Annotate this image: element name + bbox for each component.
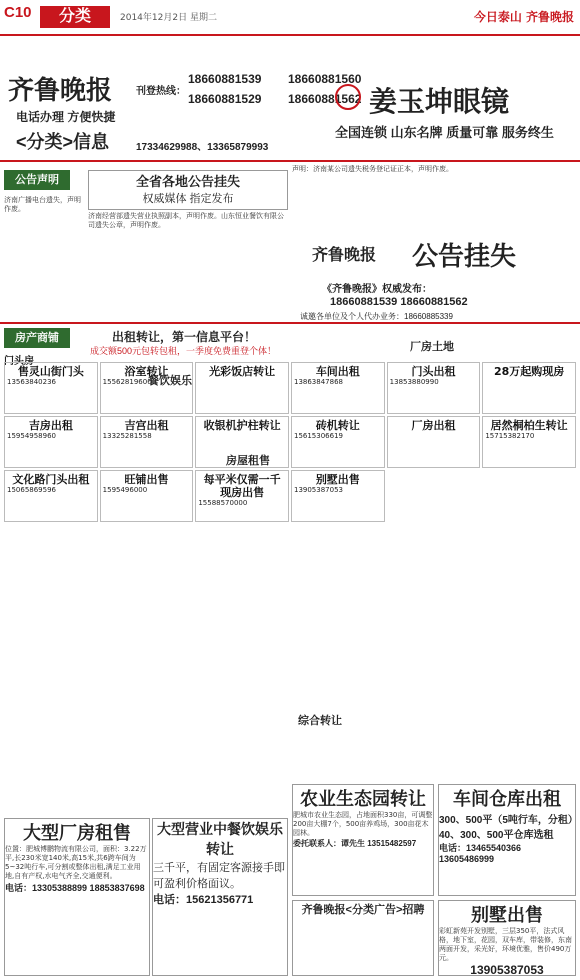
glasses-slogan: 全国连锁 山东名牌 质量可靠 服务终生 [335, 125, 554, 140]
masthead-slogan: 电话办理 方便快捷 [16, 110, 116, 124]
ad-card: 旺铺出售 1595496000 [100, 470, 194, 522]
ad-card: 车间出租 13863847868 [291, 362, 385, 414]
page-number: C10 [4, 4, 32, 21]
ad-villa [438, 900, 576, 976]
ad-farm-title: 农业生态园转让 [300, 789, 426, 809]
ql-notice [292, 232, 572, 302]
ad-card: 光彩饭店转让 [195, 362, 289, 414]
ad-villa-phone: 13905387053 [470, 963, 544, 977]
ad-ql-recruit [292, 900, 434, 976]
masthead-logo: 齐鲁晚报 [8, 76, 113, 106]
notice-body: 济南广播电台遗失，声明作废。 [4, 196, 81, 213]
section-title: 分类 [40, 6, 110, 28]
ad-warehouse-phone: 电话：13465540366 13605486999 [439, 843, 522, 864]
ad-factory-title: 大型厂房租售 [23, 823, 131, 843]
ad-farm-body: 肥城市农业生态园，占地面积330亩，可调整200亩大棚7个，500亩养鸡场，300亩花木园林。 [293, 811, 433, 837]
ad-card: 吉宫出租 13325281558 [100, 416, 194, 468]
ad-warehouse-body: 300、500平（5吨行车，分租）40、300、500平仓库选租 [439, 815, 573, 841]
phone-2: 18660881560 [288, 72, 362, 86]
house-tag: 房产商铺 [4, 328, 70, 348]
ad-card: 浴室转让 15562819600 [100, 362, 194, 414]
ad-card: 别墅出售 13905387053 [291, 470, 385, 522]
masthead-mobile: 17334629988、13365879993 [136, 142, 269, 153]
ad-ql-title: 齐鲁晚报<分类广告>招聘 [301, 904, 425, 916]
notice-body-3: 声明：济南某公司遗失税务登记证正本，声明作废。 [292, 165, 453, 173]
ad-card: 居然桐柏生转让 15715382170 [482, 416, 576, 468]
notice-sub: 权威媒体 指定发布 [142, 193, 234, 205]
ad-card: 吉房出租 15954958960 [4, 416, 98, 468]
ad-factory [4, 818, 150, 976]
ad-farm [292, 784, 434, 896]
notice-banner [88, 170, 288, 210]
ad-farm-phone: 委托联系人：谭先生 13515482597 [293, 839, 417, 848]
ad-villa-body: 彩虹新苑开发别墅，三层350平，法式风格，地下室，花园，双车库，带装修，东南两面开发，采光好，环境优雅，售价490万元。 [439, 927, 572, 962]
ad-card: 售灵山街门头 13563840236 [4, 362, 98, 414]
notice-tag: 公告声明 [4, 170, 70, 190]
phone-1: 18660881539 [188, 72, 262, 86]
masthead [8, 70, 288, 160]
ad-restaurant-body: 三千平，有固定客源接手即可盈利价格面议。 [153, 862, 285, 890]
masthead-sub: 刊登热线： [136, 86, 186, 97]
cat-house: 房屋租售 [226, 455, 270, 467]
glasses-ad [335, 80, 575, 150]
ad-villa-title: 别墅出售 [471, 905, 543, 925]
ad-warehouse-title: 车间仓库出租 [453, 789, 561, 809]
ql-logo: 齐鲁晚报 [312, 245, 377, 264]
phone-4: 18660881562 [288, 92, 362, 106]
ad-restaurant-title: 大型营业中餐饮娱乐转让 [157, 821, 283, 857]
cat-door: 门头房 [4, 356, 34, 367]
classified-grid [4, 362, 576, 802]
notice-body-2: 济南经营部遗失营业执照副本，声明作废。山东恒业餐饮有限公司遗失公章，声明作废。 [88, 212, 284, 229]
ql-phones: 18660881539 18660881562 [330, 296, 468, 308]
glasses-logo-icon [335, 84, 361, 110]
ql-note: 诚邀各单位及个人代办业务：18660885339 [300, 312, 453, 321]
divider-2 [0, 322, 580, 324]
ad-factory-phone: 电话：13305388899 18853837698 [5, 883, 145, 893]
ad-restaurant-phone: 电话：15621356771 [153, 894, 254, 906]
notice-title: 全省各地公告挂失 [135, 174, 240, 189]
ql-label: 《齐鲁晚报》权威发布： [322, 284, 432, 295]
ql-title: 公告挂失 [412, 241, 517, 271]
masthead-label: <分类>信息 [16, 132, 110, 152]
house-sub: 成交额500元包转包租，一季度免费重登个体！ [90, 346, 277, 356]
ad-card: 收银机护柱转让 [195, 416, 289, 468]
newspaper-brand: 今日泰山 齐鲁晚报 [473, 10, 574, 24]
ad-card: 文化路门头出租 15065869596 [4, 470, 98, 522]
ad-warehouse [438, 784, 576, 896]
ad-factory-body: 位置：肥城博鹏物流有限公司，面积：3.22万平,长230米宽140米,高15米,共6跨车间为5~32吨行车,可分割或整体出租,满足工业用地,自有产权,水电气齐全,交通便利。 [5, 845, 147, 880]
divider [0, 160, 580, 162]
glasses-brand: 姜玉坤眼镜 [369, 85, 510, 118]
ad-card: 门头出租 13853880990 [387, 362, 481, 414]
cat-factory: 厂房土地 [410, 341, 454, 353]
ad-restaurant [152, 818, 288, 976]
ad-card: 砖机转让 15615306619 [291, 416, 385, 468]
ad-card: 28万起购现房 [482, 362, 576, 414]
cat-general: 综合转让 [298, 715, 342, 727]
phone-3: 18660881529 [188, 92, 262, 106]
page-header [0, 0, 580, 36]
cat-food: 餐饮娱乐 [148, 375, 192, 387]
ad-card: 厂房出租 [387, 416, 481, 468]
ad-card: 每平米仅需一千现房出售 15588570000 [195, 470, 289, 522]
house-headline: 出租转让，第一信息平台！ [112, 330, 257, 344]
issue-date: 2014年12月2日 星期二 [120, 13, 217, 23]
